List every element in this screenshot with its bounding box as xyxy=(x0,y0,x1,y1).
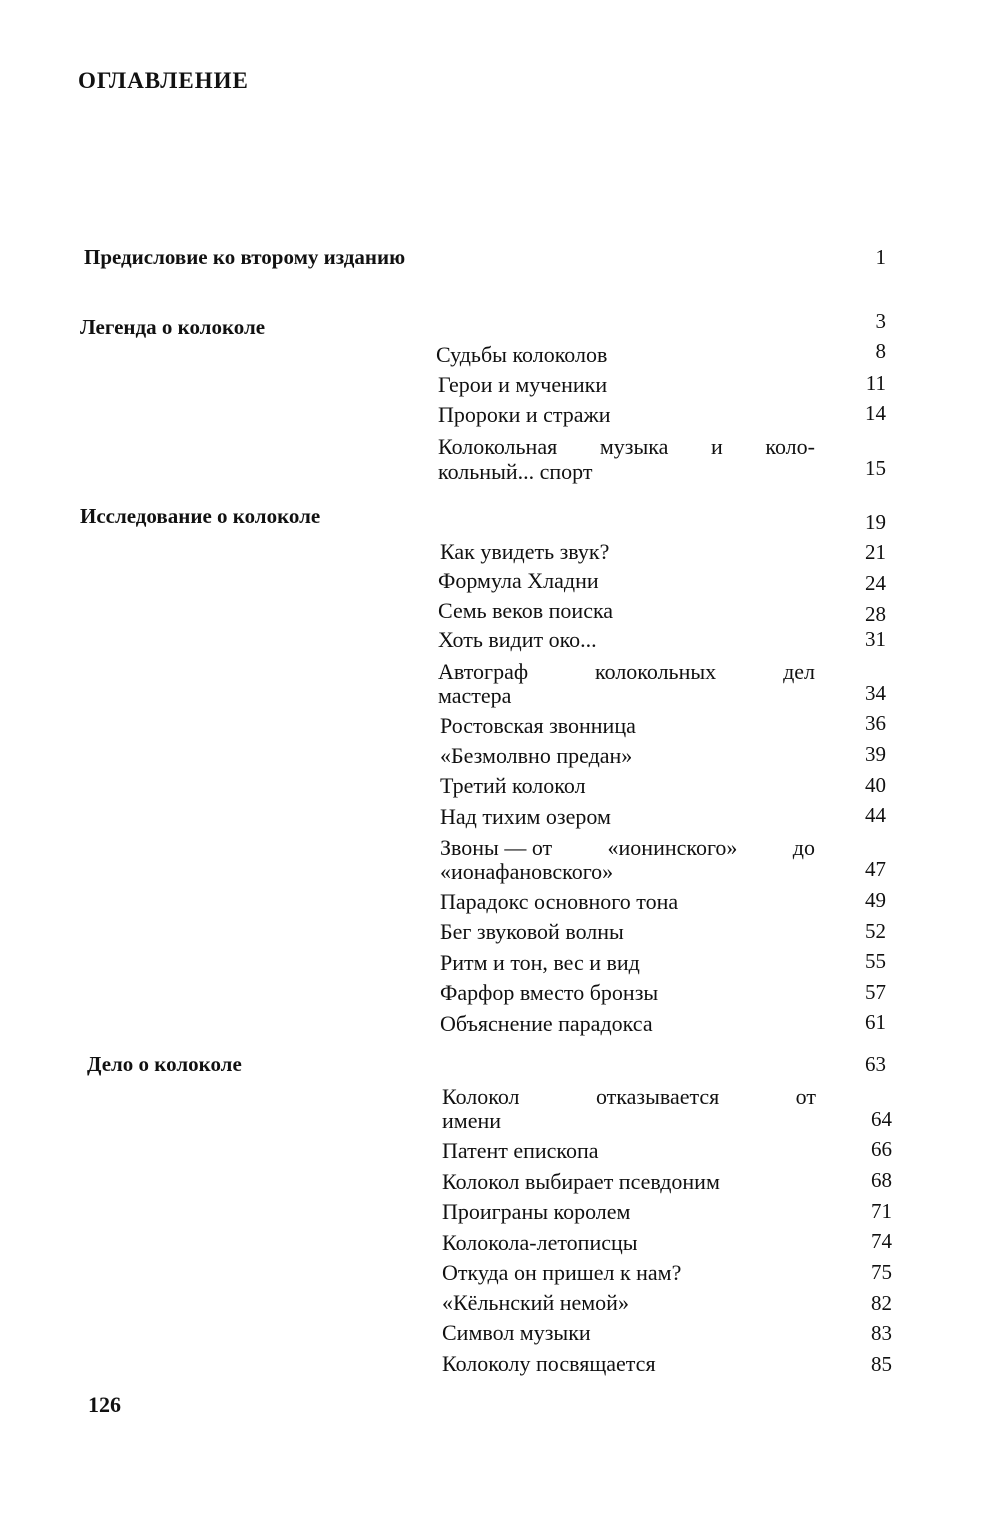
toc-part-legend-label: Легенда о колоколе xyxy=(80,315,266,339)
toc-entry-wrapped-line xyxy=(442,1085,816,1109)
toc-entry-page: 66 xyxy=(871,1137,892,1161)
toc-entry-continuation: имени xyxy=(442,1108,502,1133)
toc-entry-page: 57 xyxy=(865,980,886,1004)
toc-entry-continuation: «ионафановского» xyxy=(440,859,614,884)
toc-entry-page: 15 xyxy=(865,456,886,480)
toc-entry-word: коло- xyxy=(765,434,815,459)
toc-entry: Формула Хладни xyxy=(438,568,599,593)
toc-entry-page: 55 xyxy=(865,949,886,973)
toc-entry: Судьбы колоколов xyxy=(436,342,608,367)
toc-entry-page: 24 xyxy=(865,571,886,595)
toc-entry: «Кёльнский немой» xyxy=(442,1290,629,1315)
toc-entry-page: 61 xyxy=(865,1010,886,1034)
toc-entry: Проиграны королем xyxy=(442,1199,631,1224)
toc-entry-page: 31 xyxy=(865,627,886,651)
toc-entry-page: 14 xyxy=(865,401,886,425)
toc-entry-page: 21 xyxy=(865,540,886,564)
toc-entry-page: 8 xyxy=(875,339,886,363)
toc-part-case-label: Дело о колоколе xyxy=(87,1052,242,1076)
toc-entry-page: 82 xyxy=(871,1291,892,1315)
toc-entry: Откуда он пришел к нам? xyxy=(442,1260,682,1285)
toc-entry-page: 64 xyxy=(871,1107,892,1131)
toc-preface-page: 1 xyxy=(875,245,886,269)
toc-entry-page: 68 xyxy=(871,1168,892,1192)
toc-part-research-label: Исследование о колоколе xyxy=(80,504,321,528)
toc-entry: Третий колокол xyxy=(440,773,586,798)
toc-preface-label: Предисловие ко второму изданию xyxy=(84,245,406,269)
page-title: ОГЛАВЛЕНИЕ xyxy=(78,68,249,93)
toc-entry-page: 75 xyxy=(871,1260,892,1284)
toc-entry-continuation: мастера xyxy=(438,683,512,708)
toc-entry-page: 28 xyxy=(865,602,886,626)
toc-entry: Пророки и стражи xyxy=(438,402,611,427)
toc-entry: Символ музыки xyxy=(442,1320,591,1345)
toc-entry-page: 39 xyxy=(865,742,886,766)
toc-entry-wrapped-line xyxy=(438,660,815,684)
toc-entry: Парадокс основного тона xyxy=(440,889,679,914)
toc-entry-page: 40 xyxy=(865,773,886,797)
toc-entry-word: дел xyxy=(783,659,815,684)
toc-entry: «Безмолвно предан» xyxy=(440,743,633,768)
toc-entry-page: 36 xyxy=(865,711,886,735)
toc-entry: Хоть видит око... xyxy=(438,627,597,652)
toc-entry-page: 49 xyxy=(865,888,886,912)
toc-entry-word: «ионинского» xyxy=(607,835,738,860)
toc-entry-word: Звоны — от xyxy=(440,835,553,860)
toc-part-case-page: 63 xyxy=(865,1052,886,1076)
toc-entry-wrapped-line xyxy=(438,435,815,459)
toc-entry: Семь веков поиска xyxy=(438,598,614,623)
toc-entry: Патент епископа xyxy=(442,1138,599,1163)
toc-entry: Колоколу посвящается xyxy=(442,1351,656,1376)
toc-entry: Объяснение парадокса xyxy=(440,1011,653,1036)
toc-entry-word: Колокол xyxy=(442,1084,520,1109)
toc-entry-page: 52 xyxy=(865,919,886,943)
toc-entry-word: отказывается xyxy=(595,1084,720,1109)
toc-part-research-page: 19 xyxy=(865,510,886,534)
toc-entry-word: колокольных xyxy=(595,659,717,684)
toc-entry: Ритм и тон, вес и вид xyxy=(440,950,640,975)
toc-entry-page: 11 xyxy=(865,371,886,395)
toc-entry-word: до xyxy=(792,835,815,860)
toc-entry: Герои и мученики xyxy=(438,372,608,397)
toc-entry-page: 71 xyxy=(871,1199,892,1223)
toc-entry-word: Автограф xyxy=(438,659,529,684)
toc-entry-page: 44 xyxy=(865,803,886,827)
toc-entry-page: 74 xyxy=(871,1229,892,1253)
toc-entry-page: 34 xyxy=(865,681,886,705)
toc-entry-word: музыка xyxy=(599,434,669,459)
toc-entry: Ростовская звонница xyxy=(440,713,636,738)
toc-entry-continuation: кольный... спорт xyxy=(438,459,593,484)
toc-entry-word: и xyxy=(710,434,723,459)
toc-part-legend-page: 3 xyxy=(875,309,886,333)
toc-entry-page: 83 xyxy=(871,1321,892,1345)
page-number: 126 xyxy=(88,1392,121,1417)
toc-entry-page: 47 xyxy=(865,857,886,881)
toc-entry-word: от xyxy=(795,1084,816,1109)
toc-entry-page: 85 xyxy=(871,1352,892,1376)
toc-entry: Колокола-летописцы xyxy=(442,1230,638,1255)
toc-entry: Колокол выбирает псевдоним xyxy=(442,1169,720,1194)
toc-entry: Как увидеть звук? xyxy=(440,539,610,564)
toc-entry-word: Колокольная xyxy=(438,434,558,459)
toc-entry: Бег звуковой волны xyxy=(440,919,624,944)
toc-entry: Над тихим озером xyxy=(440,804,611,829)
toc-entry: Фарфор вместо бронзы xyxy=(440,980,659,1005)
toc-entry-wrapped-line xyxy=(440,836,815,860)
